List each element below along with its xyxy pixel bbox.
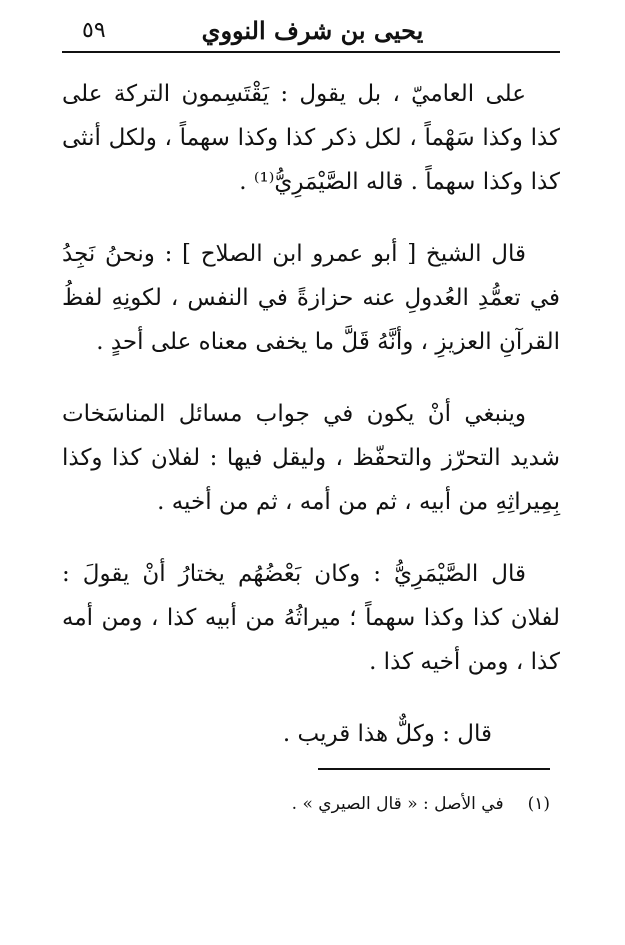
paragraph-3: وينبغي أنْ يكون في جواب مسائل المناسَخات شديد التحرّز والتحفّظ ، وليقل فيها : لفلان كذا وكذا بِمِيراثِهِ من أبيه ، ثم من أمه ، ثم من أخيه . [62, 401, 560, 515]
paragraph-4: قال الصَّيْمَرِيُّ : وكان بَعْضُهُم يختارُ أنْ يقولَ : لفلان كذا وكذا سهماً ؛ ميراثُهُ من أبيه كذا ، ومن أمه كذا ، ومن أخيه كذا . [62, 561, 560, 675]
footnote-divider [318, 768, 550, 770]
footnote [62, 790, 550, 818]
page-number: ٥٩ [82, 18, 106, 43]
footnote-marker: (١) [527, 794, 550, 814]
paragraph-2: قال الشيخ [ أبو عمرو ابن الصلاح ] : ونحنُ نَجِدُ في تعمُّدِ العُدولِ عنه حزازةً في النفس ، لكونِهِ لفظُ القرآنِ العزيزِ ، وأنَّهُ قَلَّ ما يخفى معناه على أحدٍ . [62, 241, 560, 355]
paragraph-5: قال : وكلٌّ هذا قريب . [282, 721, 492, 747]
paragraph-1: على العاميّ ، بل يقول : يَقْتَسِمون التركة على كذا وكذا سَهْماً ، لكل ذكر كذا وكذا سهماً ، ولكل أنثى كذا وكذا سهماً . قاله الصَّيْمَرِيُّ⁽¹⁾ . [62, 81, 560, 195]
footnote-text: في الأصل : « قال الصيري » . [291, 794, 504, 814]
running-header [62, 14, 563, 48]
header-title: يحيى بن شرف النووي [201, 16, 424, 45]
header-divider [62, 51, 560, 53]
main-text [62, 72, 560, 756]
